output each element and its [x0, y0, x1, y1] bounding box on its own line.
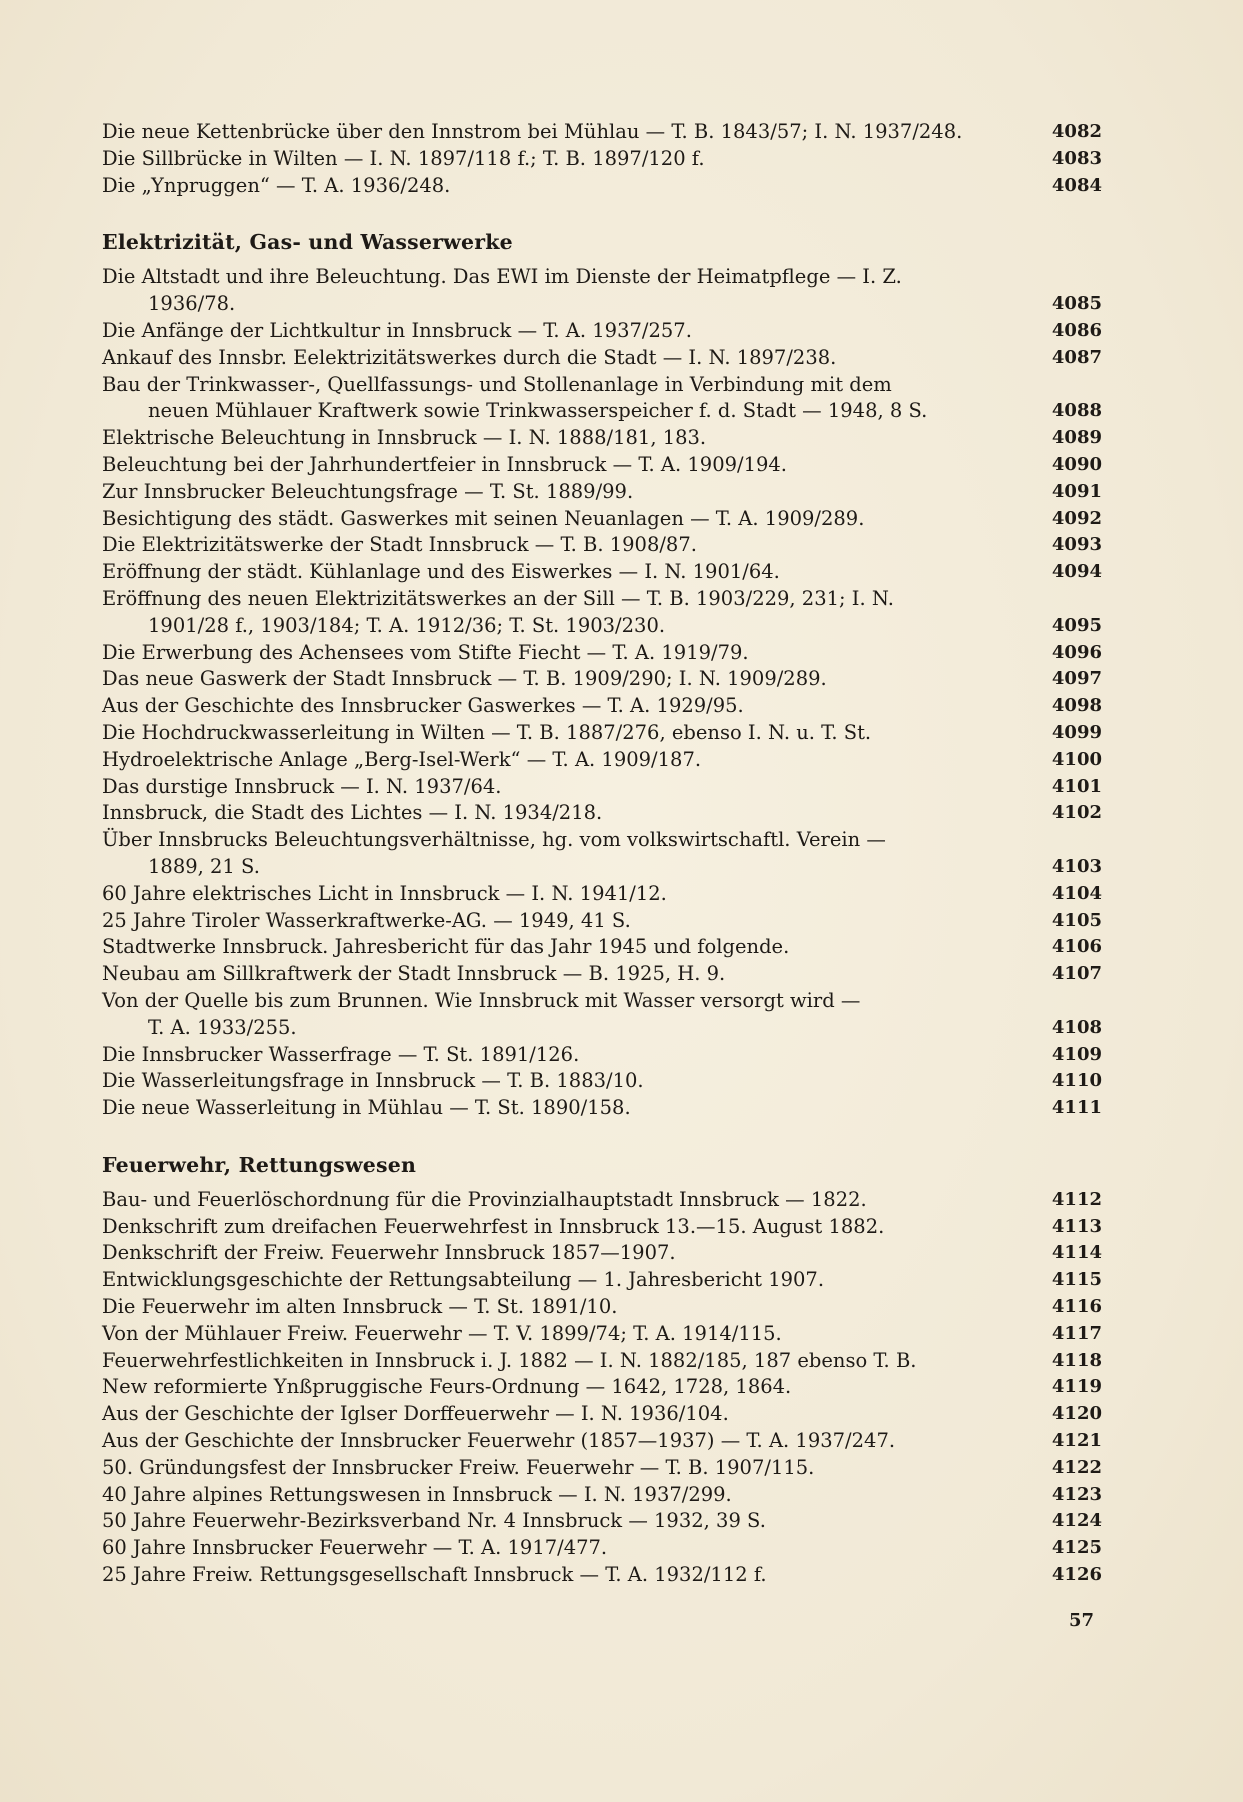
- entry-text-block: [102, 1214, 1032, 1241]
- entry-title: Beleuchtung bei der Jahrhundertfeier in Innsbruck — T. A. 1909/194.: [102, 452, 788, 476]
- entry-title: Das durstige Innsbruck — I. N. 1937/64.: [102, 774, 502, 798]
- bibliography-entry: [102, 264, 1102, 318]
- entry-number: 4121: [1051, 1430, 1102, 1452]
- entry-number: 4088: [1051, 400, 1102, 422]
- bibliography-entry: [102, 881, 1102, 908]
- bibliography-entry: [102, 506, 1102, 533]
- entry-title: 25 Jahre Tiroler Wasserkraftwerke-AG. — 1949, 41 S.: [102, 908, 631, 932]
- entry-number: 4107: [1051, 963, 1102, 985]
- entry-text-block: [102, 425, 1032, 452]
- entry-title: Feuerwehrfestlichkeiten in Innsbruck i. J. 1882 — I. N. 1882/185, 187 ebenso T. B.: [102, 1348, 917, 1372]
- entry-text-block: [102, 1482, 1032, 1509]
- entry-number: 4109: [1051, 1043, 1102, 1065]
- entry-number: 4091: [1051, 480, 1102, 502]
- bibliography-entry: [102, 1374, 1102, 1401]
- entry-number: 4095: [1051, 614, 1102, 636]
- entry-title: Die Anfänge der Lichtkultur in Innsbruck — T. A. 1937/257.: [102, 318, 692, 342]
- bibliography-entry: [102, 1042, 1102, 1069]
- entry-title: Denkschrift der Freiw. Feuerwehr Innsbruck 1857—1907.: [102, 1241, 676, 1265]
- entry-number: 4085: [1051, 293, 1102, 315]
- entry-title: Ankauf des Innsbr. Eelektrizitätswerkes durch die Stadt — I. N. 1897/238.: [102, 345, 837, 369]
- bibliography-entry: [102, 1214, 1102, 1241]
- entry-number: 4108: [1051, 1016, 1102, 1038]
- entry-text-block: [102, 640, 1032, 667]
- entry-text-block: [102, 1401, 1032, 1428]
- entry-number: 4119: [1051, 1376, 1102, 1398]
- entry-text-block: [102, 479, 1032, 506]
- entry-title: Innsbruck, die Stadt des Lichtes — I. N. 1934/218.: [102, 801, 603, 825]
- bibliography-entry: [102, 1321, 1102, 1348]
- entry-number: 4084: [1051, 174, 1102, 196]
- entry-text-block: [102, 1068, 1032, 1095]
- entry-number: 4094: [1051, 561, 1102, 583]
- entry-text-block: [102, 881, 1032, 908]
- entry-text-block: [102, 264, 1032, 318]
- entry-text-block: [102, 318, 1032, 345]
- entry-number: 4116: [1051, 1296, 1102, 1318]
- entry-number: 4113: [1051, 1215, 1102, 1237]
- bibliography-entry: [102, 119, 1102, 146]
- section-spacer: [102, 1122, 1102, 1152]
- bibliography-entry: [102, 1348, 1102, 1375]
- bibliography-entry: [102, 1562, 1102, 1589]
- entry-number: 4087: [1051, 346, 1102, 368]
- entry-number: 4102: [1051, 802, 1102, 824]
- entry-number: 4092: [1051, 507, 1102, 529]
- page-number: 57: [1068, 1610, 1094, 1631]
- bibliography-entry: [102, 372, 1102, 426]
- entry-text-block: [102, 452, 1032, 479]
- entry-number: 4120: [1051, 1403, 1102, 1425]
- section-spacer: [102, 199, 1102, 229]
- entry-number: 4083: [1051, 147, 1102, 169]
- bibliography-entry: [102, 1482, 1102, 1509]
- entry-title: Die Feuerwehr im alten Innsbruck — T. St. 1891/10.: [102, 1295, 618, 1319]
- bibliography-entry: [102, 1455, 1102, 1482]
- entry-title: 50 Jahre Feuerwehr-Bezirksverband Nr. 4 Innsbruck — 1932, 39 S.: [102, 1509, 766, 1533]
- entry-number: 4089: [1051, 427, 1102, 449]
- entry-title: Die Sillbrücke in Wilten — I. N. 1897/118 f.; T. B. 1897/120 f.: [102, 146, 705, 170]
- entry-title: Das neue Gaswerk der Stadt Innsbruck — T. B. 1909/290; I. N. 1909/289.: [102, 667, 827, 691]
- entry-continuation: T. A. 1933/255.: [148, 1015, 297, 1039]
- entry-title: Die „Ynpruggen“ — T. A. 1936/248.: [102, 173, 451, 197]
- entry-text-block: [102, 532, 1032, 559]
- entry-number: 4100: [1051, 748, 1102, 770]
- entry-continuation: 1901/28 f., 1903/184; T. A. 1912/36; T. St. 1903/230.: [148, 613, 666, 637]
- entry-number: 4124: [1051, 1510, 1102, 1532]
- entry-text-block: [102, 1240, 1032, 1267]
- bibliography-entry: [102, 827, 1102, 881]
- entry-title: 50. Gründungsfest der Innsbrucker Freiw. Feuerwehr — T. B. 1907/115.: [102, 1455, 815, 1479]
- bibliography-entry: [102, 640, 1102, 667]
- entry-text-block: [102, 559, 1032, 586]
- entry-number: 4104: [1051, 882, 1102, 904]
- entry-title: Neubau am Sillkraftwerk der Stadt Innsbruck — B. 1925, H. 9.: [102, 962, 726, 986]
- entry-text-block: [102, 119, 1032, 146]
- entry-text-block: [102, 1294, 1032, 1321]
- entry-title: Die Altstadt und ihre Beleuchtung. Das EWI im Dienste der Heimatpflege — I. Z.: [102, 265, 902, 289]
- entry-text-block: [102, 586, 1032, 640]
- entry-title: Aus der Geschichte der Iglser Dorffeuerwehr — I. N. 1936/104.: [102, 1402, 729, 1426]
- bibliography-entry: [102, 586, 1102, 640]
- entry-title: 60 Jahre Innsbrucker Feuerwehr — T. A. 1917/477.: [102, 1536, 608, 1560]
- entry-text-block: [102, 1187, 1032, 1214]
- entry-text-block: [102, 146, 1032, 173]
- entry-text-block: [102, 774, 1032, 801]
- bibliography-list: [102, 119, 1102, 1589]
- entry-number: 4093: [1051, 534, 1102, 556]
- entry-text-block: [102, 1321, 1032, 1348]
- bibliography-entry: [102, 1267, 1102, 1294]
- bibliography-entry: [102, 425, 1102, 452]
- entry-title: Die Wasserleitungsfrage in Innsbruck — T. B. 1883/10.: [102, 1069, 644, 1093]
- entry-number: 4115: [1051, 1269, 1102, 1291]
- bibliography-entry: [102, 720, 1102, 747]
- heading-spacer: [102, 256, 1102, 264]
- entry-continuation: neuen Mühlauer Kraftwerk sowie Trinkwasserspeicher f. d. Stadt — 1948, 8 S.: [148, 399, 928, 423]
- section-heading: Elektrizität, Gas- und Wasserwerke: [102, 230, 513, 255]
- entry-title: Die neue Kettenbrücke über den Innstrom bei Mühlau — T. B. 1843/57; I. N. 1937/248.: [102, 120, 963, 143]
- entry-continuation: 1889, 21 S.: [148, 854, 260, 878]
- entry-title: Von der Quelle bis zum Brunnen. Wie Innsbruck mit Wasser versorgt wird —: [102, 988, 861, 1012]
- entry-text-block: [102, 1428, 1032, 1455]
- entry-number: 4126: [1051, 1564, 1102, 1586]
- bibliography-entry: [102, 1401, 1102, 1428]
- entry-number: 4105: [1051, 909, 1102, 931]
- entry-title: 60 Jahre elektrisches Licht in Innsbruck — I. N. 1941/12.: [102, 881, 667, 905]
- entry-title: Die Hochdruckwasserleitung in Wilten — T. B. 1887/276, ebenso I. N. u. T. St.: [102, 720, 872, 744]
- bibliography-entry: [102, 345, 1102, 372]
- entry-text-block: [102, 988, 1032, 1042]
- entry-text-block: [102, 1374, 1032, 1401]
- bibliography-entry: [102, 747, 1102, 774]
- entry-number: 4110: [1051, 1070, 1102, 1092]
- entry-title: Bau der Trinkwasser-, Quellfassungs- und Stollenanlage in Verbindung mit dem: [102, 372, 892, 396]
- bibliography-entry: [102, 961, 1102, 988]
- entry-title: Denkschrift zum dreifachen Feuerwehrfest in Innsbruck 13.—15. August 1882.: [102, 1214, 885, 1238]
- entry-text-block: [102, 173, 1032, 200]
- bibliography-entry: [102, 1294, 1102, 1321]
- entry-title: Die Innsbrucker Wasserfrage — T. St. 1891/126.: [102, 1042, 580, 1066]
- entry-number: 4106: [1051, 936, 1102, 958]
- entry-number: 4125: [1051, 1537, 1102, 1559]
- bibliography-entry: [102, 146, 1102, 173]
- entry-text-block: [102, 1042, 1032, 1069]
- entry-title: Die neue Wasserleitung in Mühlau — T. St. 1890/158.: [102, 1096, 631, 1120]
- bibliography-entry: [102, 1095, 1102, 1122]
- bibliography-entry: [102, 318, 1102, 345]
- entry-number: 4098: [1051, 695, 1102, 717]
- entry-text-block: [102, 1095, 1032, 1122]
- entry-title: Eröffnung der städt. Kühlanlage und des Eiswerkes — I. N. 1901/64.: [102, 560, 780, 584]
- entry-title: Zur Innsbrucker Beleuchtungsfrage — T. St. 1889/99.: [102, 479, 634, 503]
- entry-title: New reformierte Ynßpruggische Feurs-Ordnung — 1642, 1728, 1864.: [102, 1375, 792, 1399]
- entry-text-block: [102, 908, 1032, 935]
- entry-text-block: [102, 666, 1032, 693]
- bibliography-entry: [102, 559, 1102, 586]
- entry-number: 4117: [1051, 1322, 1102, 1344]
- bibliography-entry: [102, 1428, 1102, 1455]
- bibliography-entry: [102, 988, 1102, 1042]
- entry-title: Die Elektrizitätswerke der Stadt Innsbruck — T. B. 1908/87.: [102, 533, 697, 557]
- entry-text-block: [102, 720, 1032, 747]
- entry-title: 40 Jahre alpines Rettungswesen in Innsbruck — I. N. 1937/299.: [102, 1482, 732, 1506]
- bibliography-entry: [102, 693, 1102, 720]
- entry-title: Besichtigung des städt. Gaswerkes mit seinen Neuanlagen — T. A. 1909/289.: [102, 506, 865, 530]
- bibliography-entry: [102, 934, 1102, 961]
- section-heading: Feuerwehr, Rettungswesen: [102, 1152, 417, 1177]
- entry-number: 4122: [1051, 1456, 1102, 1478]
- entry-text-block: [102, 934, 1032, 961]
- entry-title: Aus der Geschichte des Innsbrucker Gaswerkes — T. A. 1929/95.: [102, 694, 744, 718]
- entry-number: 4112: [1051, 1188, 1102, 1210]
- entry-number: 4097: [1051, 668, 1102, 690]
- entry-text-block: [102, 1562, 1032, 1589]
- entry-title: Stadtwerke Innsbruck. Jahresbericht für das Jahr 1945 und folgende.: [102, 935, 790, 959]
- entry-text-block: [102, 1455, 1032, 1482]
- heading-spacer: [102, 1179, 1102, 1187]
- entry-text-block: [102, 1267, 1032, 1294]
- bibliography-entry: [102, 666, 1102, 693]
- entry-title: Entwicklungsgeschichte der Rettungsabteilung — 1. Jahresbericht 1907.: [102, 1268, 825, 1292]
- bibliography-entry: [102, 173, 1102, 200]
- entry-text-block: [102, 1348, 1032, 1375]
- entry-continuation: 1936/78.: [148, 292, 236, 316]
- bibliography-entry: [102, 452, 1102, 479]
- bibliography-entry: [102, 1535, 1102, 1562]
- entry-number: 4114: [1051, 1242, 1102, 1264]
- entry-text-block: [102, 827, 1032, 881]
- entry-number: 4123: [1051, 1483, 1102, 1505]
- entry-text-block: [102, 372, 1032, 426]
- bibliography-entry: [102, 800, 1102, 827]
- entry-title: Von der Mühlauer Freiw. Feuerwehr — T. V. 1899/74; T. A. 1914/115.: [102, 1321, 782, 1345]
- entry-text-block: [102, 1508, 1032, 1535]
- entry-text-block: [102, 747, 1032, 774]
- bibliography-entry: [102, 479, 1102, 506]
- entry-title: Eröffnung des neuen Elektrizitätswerkes an der Sill — T. B. 1903/229, 231; I. N.: [102, 586, 894, 610]
- entry-title: 25 Jahre Freiw. Rettungsgesellschaft Innsbruck — T. A. 1932/112 f.: [102, 1563, 767, 1587]
- bibliography-entry: [102, 908, 1102, 935]
- entry-title: Elektrische Beleuchtung in Innsbruck — I. N. 1888/181, 183.: [102, 426, 707, 450]
- entry-text-block: [102, 506, 1032, 533]
- bibliography-entry: [102, 1508, 1102, 1535]
- entry-title: Die Erwerbung des Achensees vom Stifte Fiecht — T. A. 1919/79.: [102, 640, 749, 664]
- entry-text-block: [102, 1535, 1032, 1562]
- entry-number: 4082: [1051, 121, 1102, 142]
- entry-title: Hydroelektrische Anlage „Berg-Isel-Werk“ — T. A. 1909/187.: [102, 747, 702, 771]
- entry-title: Aus der Geschichte der Innsbrucker Feuerwehr (1857—1937) — T. A. 1937/247.: [102, 1429, 896, 1453]
- bibliography-entry: [102, 1068, 1102, 1095]
- bibliography-entry: [102, 774, 1102, 801]
- entry-text-block: [102, 693, 1032, 720]
- bibliography-entry: [102, 1240, 1102, 1267]
- entry-title: Über Innsbrucks Beleuchtungsverhältnisse, hg. vom volkswirtschaftl. Verein —: [102, 828, 886, 852]
- entry-text-block: [102, 961, 1032, 988]
- bibliography-entry: [102, 1187, 1102, 1214]
- entry-number: 4086: [1051, 319, 1102, 341]
- entry-number: 4090: [1051, 453, 1102, 475]
- entry-number: 4099: [1051, 721, 1102, 743]
- entry-text-block: [102, 345, 1032, 372]
- entry-number: 4101: [1051, 775, 1102, 797]
- entry-number: 4096: [1051, 641, 1102, 663]
- entry-number: 4111: [1051, 1097, 1102, 1119]
- entry-text-block: [102, 800, 1032, 827]
- bibliography-entry: [102, 532, 1102, 559]
- entry-number: 4103: [1051, 855, 1102, 877]
- entry-title: Bau- und Feuerlöschordnung für die Provinzialhauptstadt Innsbruck — 1822.: [102, 1187, 867, 1211]
- entry-number: 4118: [1051, 1349, 1102, 1371]
